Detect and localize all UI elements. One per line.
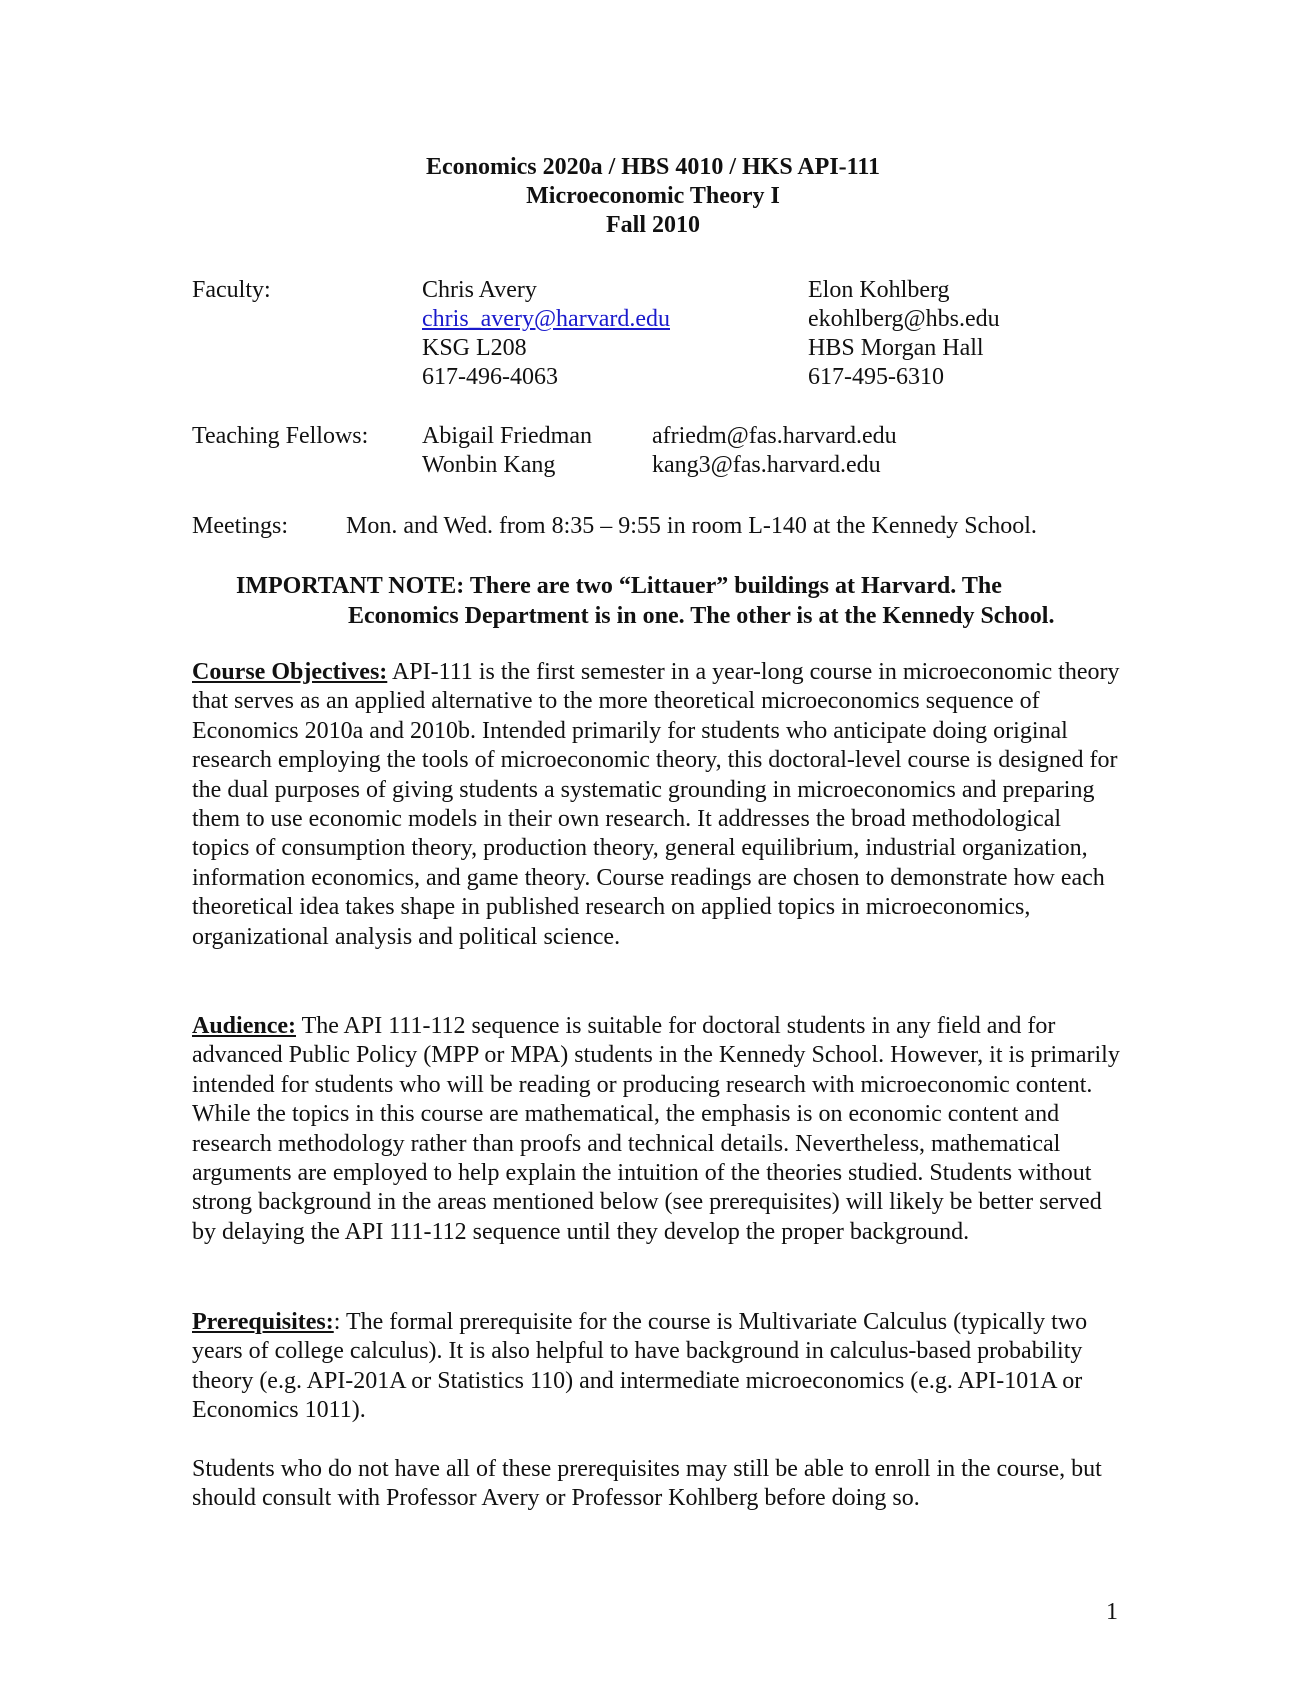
students-note-paragraph: Students who do not have all of these prerequisites may still be able to enroll in the course, but should consult with Professor Avery or Professor Kohlberg before doing so. <box>192 1456 1102 1512</box>
prerequisites-text: : The formal prerequisite for the course is Multivariate Calculus (typically two years of college calculus). It is also helpful to have background in calculus-based probability theory (e.g. API-201A or Statistics 110) and intermediate microeconomics (e.g. API-101A or Economics 1011). <box>192 1309 1088 1424</box>
fellow-name: Abigail Friedman <box>422 423 592 449</box>
faculty-member-avery <box>422 276 670 392</box>
faculty-email-link[interactable]: chris_avery@harvard.edu <box>422 306 670 332</box>
audience-text: The API 111-112 sequence is suitable for doctoral students in any field and for advanced Public Policy (MPP or MPA) students in the Kennedy School. However, it is primarily intended for students who will be reading or producing research with microeconomic content. While the topics in this course are mathematical, the emphasis is on economic content and research methodology rather than proofs and technical details. Nevertheless, mathematical arguments are employed to help explain the intuition of the theories studied. Students without strong background in the areas mentioned below (see prerequisites) will likely be better served by delaying the API 111-112 sequence until they develop the proper background. <box>192 1013 1120 1245</box>
course-name-title: Microeconomic Theory I <box>526 183 780 209</box>
fellow-name: Wonbin Kang <box>422 452 556 478</box>
course-codes-title: Economics 2020a / HBS 4010 / HKS API-111 <box>425 154 881 180</box>
audience-heading: Audience: <box>192 1013 296 1039</box>
course-objectives-heading: Course Objectives: <box>192 659 388 685</box>
page-number: 1 <box>1106 1599 1118 1625</box>
teaching-fellows-emails <box>652 422 897 480</box>
course-objectives-section <box>192 658 1122 952</box>
course-objectives-text: API-111 is the first semester in a year-long course in microeconomic theory that serves as an applied alternative to the more theoretical microeconomics sequence of Economics 2010a and 2010b. Intended primarily for students who anticipate doing original research employing the tools of microeconomic theory, this doctoral-level course is designed for the dual purposes of giving students a systematic grounding in microeconomics and preparing them to use economic models in their own research. It addresses the broad methodological topics of consumption theory, production theory, general equilibrium, industrial organization, information economics, and game theory. Course readings are chosen to demonstrate how each theoretical idea takes shape in published research on applied topics in microeconomics, organizational analysis and political science. <box>192 659 1120 950</box>
meetings-label: Meetings: <box>192 513 288 539</box>
course-term-title: Fall 2010 <box>606 212 700 238</box>
teaching-fellows-names <box>422 422 592 480</box>
course-title-block <box>0 153 1306 240</box>
prerequisites-section <box>192 1308 1122 1426</box>
faculty-phone: 617-495-6310 <box>808 364 944 390</box>
prerequisites-heading: Prerequisites: <box>192 1309 334 1335</box>
meetings-text: Mon. and Wed. from 8:35 – 9:55 in room L-140 at the Kennedy School. <box>346 513 1037 539</box>
important-note <box>236 571 1136 631</box>
important-note-line: Economics Department is in one. The other is at the Kennedy School. <box>348 603 1055 629</box>
faculty-name: Elon Kohlberg <box>808 277 950 303</box>
faculty-office: HBS Morgan Hall <box>808 335 984 361</box>
teaching-fellows-label: Teaching Fellows: <box>192 423 369 449</box>
fellow-email: kang3@fas.harvard.edu <box>652 452 881 478</box>
audience-section <box>192 1012 1122 1247</box>
important-note-line: IMPORTANT NOTE: There are two “Littauer” buildings at Harvard. The <box>236 573 1002 599</box>
fellow-email: afriedm@fas.harvard.edu <box>652 423 897 449</box>
faculty-label: Faculty: <box>192 277 271 303</box>
faculty-name: Chris Avery <box>422 277 537 303</box>
faculty-member-kohlberg <box>808 276 1000 392</box>
faculty-office: KSG L208 <box>422 335 527 361</box>
faculty-phone: 617-496-4063 <box>422 364 558 390</box>
faculty-email: ekohlberg@hbs.edu <box>808 306 1000 332</box>
